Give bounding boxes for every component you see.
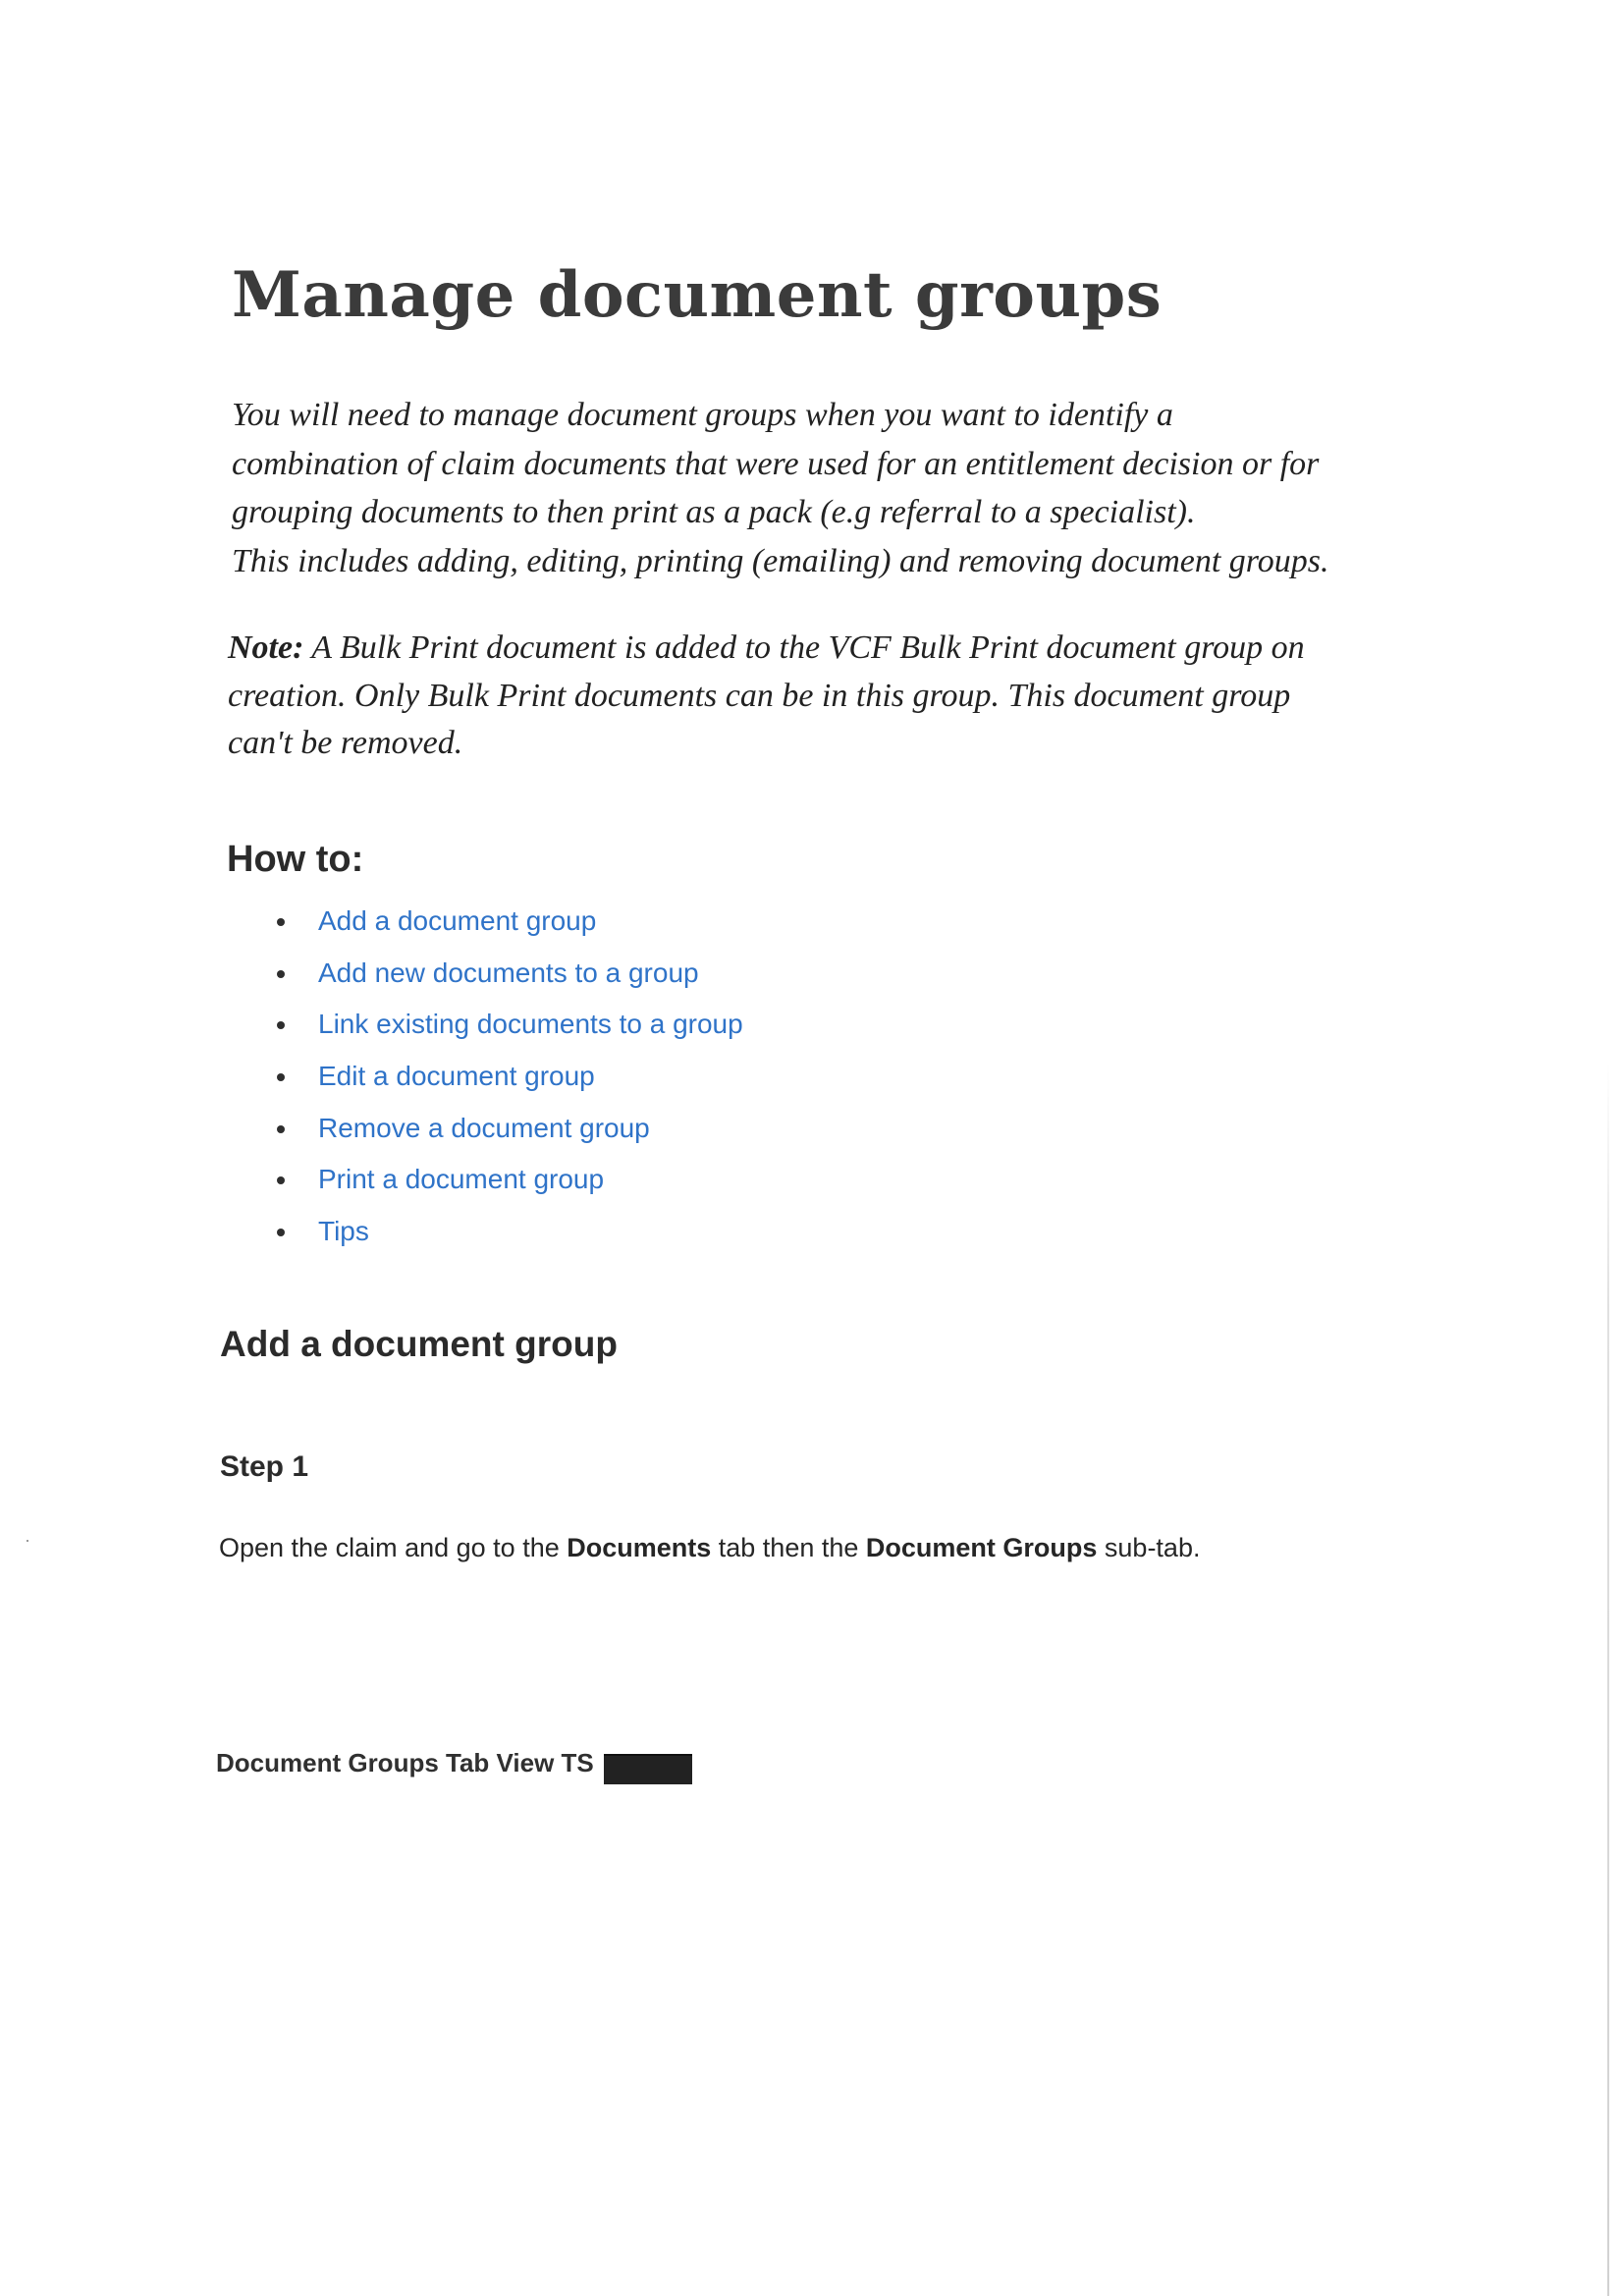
link-tips[interactable]: Tips bbox=[318, 1216, 369, 1247]
scan-edge-artifact bbox=[1607, 1061, 1609, 2296]
step-heading: Step 1 bbox=[220, 1450, 309, 1483]
figure-caption: Document Groups Tab View TS bbox=[216, 1748, 594, 1777]
scan-dot-artifact bbox=[27, 1540, 28, 1542]
intro-paragraph bbox=[232, 391, 1449, 585]
link-edit-document-group[interactable]: Edit a document group bbox=[318, 1061, 595, 1092]
bullet-icon bbox=[277, 1125, 285, 1133]
step-text-part: sub-tab. bbox=[1097, 1533, 1201, 1562]
intro-line: This includes adding, editing, printing (emailing) and removing document groups. bbox=[232, 542, 1329, 579]
bullet-icon bbox=[277, 970, 285, 978]
bullet-icon bbox=[277, 918, 285, 926]
link-remove-document-group[interactable]: Remove a document group bbox=[318, 1112, 650, 1143]
link-link-existing-documents[interactable]: Link existing documents to a group bbox=[318, 1009, 743, 1040]
step-text-bold: Document Groups bbox=[865, 1533, 1098, 1562]
note-line bbox=[228, 625, 1445, 673]
link-add-new-documents[interactable]: Add new documents to a group bbox=[318, 957, 699, 988]
note-label: Note: bbox=[228, 629, 304, 666]
note-line: creation. Only Bulk Print documents can be in this group. This document group bbox=[228, 677, 1291, 714]
step-text-part: tab then the bbox=[711, 1533, 866, 1562]
step-instruction bbox=[219, 1533, 1200, 1563]
link-print-document-group[interactable]: Print a document group bbox=[318, 1164, 605, 1195]
intro-line: You will need to manage document groups when you want to identify a bbox=[232, 397, 1173, 433]
note-line: can't be removed. bbox=[228, 725, 463, 761]
note-text: A Bulk Print document is added to the VCF Bulk Print document group on bbox=[303, 629, 1305, 666]
step-text-bold: Documents bbox=[567, 1533, 712, 1562]
intro-line: grouping documents to then print as a pack (e.g referral to a specialist). bbox=[232, 494, 1196, 530]
redaction-block bbox=[604, 1754, 692, 1784]
bullet-icon bbox=[277, 1021, 285, 1029]
bullet-icon bbox=[277, 1073, 285, 1081]
note-paragraph bbox=[228, 625, 1445, 768]
bullet-icon bbox=[277, 1176, 285, 1184]
step-text-part: Open the claim and go to the bbox=[219, 1533, 568, 1562]
page-title: Manage document groups bbox=[232, 258, 1163, 332]
link-add-document-group[interactable]: Add a document group bbox=[318, 905, 597, 936]
section-heading: Add a document group bbox=[220, 1324, 618, 1364]
bullet-icon bbox=[277, 1229, 285, 1236]
intro-line: combination of claim documents that were used for an entitlement decision or for bbox=[232, 445, 1320, 482]
howto-heading: How to: bbox=[227, 839, 364, 880]
